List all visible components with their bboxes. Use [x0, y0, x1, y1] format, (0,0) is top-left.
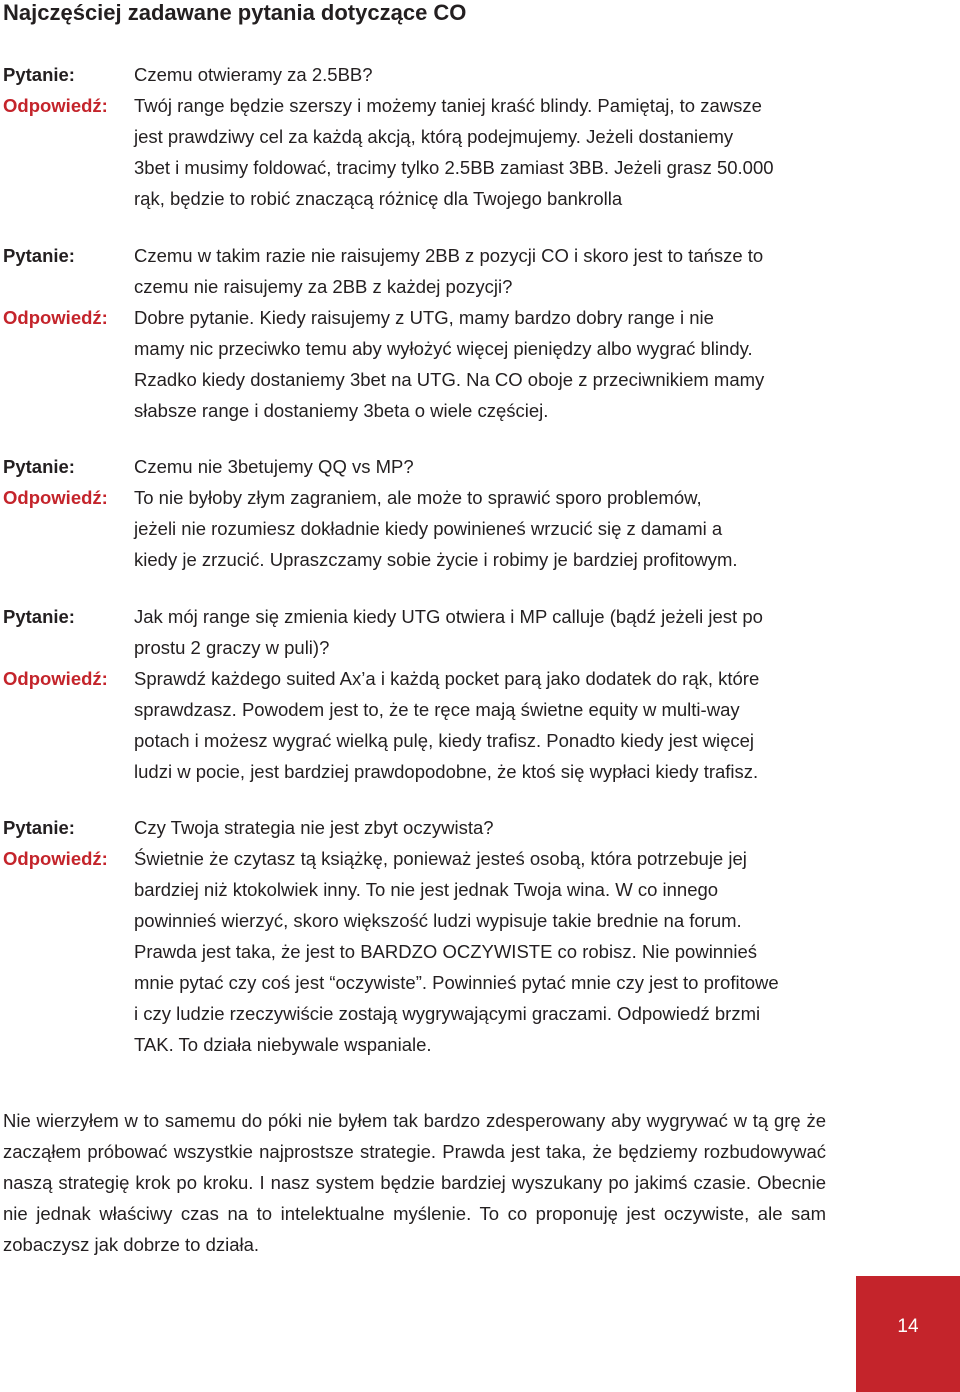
question-row — [3, 812, 953, 843]
answer-text: Świetnie że czytasz tą książkę, ponieważ jesteś osobą, która potrzebuje jej bardziej niż ktokolwiek inny. To nie jest jednak Twoja wina. W co innego powinnieś wierzyć, skoro większość ludzi wypisuje takie brednie na forum. Prawda jest taka, że jest to BARDZO OCZYWISTE co robisz. Nie powinnieś mnie pytać czy coś jest “oczywiste”. Powinnieś pytać mnie czy jest to profitowe i czy ludzie rzeczywiście zostają wygrywającymi graczami. Odpowiedź brzmi TAK. To działa niebywale wspaniale. — [134, 848, 779, 1055]
answer-text: To nie byłoby złym zagraniem, ale może to sprawić sporo problemów, jeżeli nie rozumiesz dokładnie kiedy powinieneś wrzucić się z damami a kiedy je zrzucić. Upraszczamy sobie życie i robimy je bardziej profitowym. — [134, 487, 738, 570]
closing-paragraph: Nie wierzyłem w to samemu do póki nie byłem tak bardzo zdesperowany aby wygrywać w tą grę że zacząłem próbować wszystkie najprostsze strategie. Prawda jest taka, że będziemy rozbudowywać naszą strategię krok po kroku. I nasz system będzie bardziej wyszukany po jakimś czasie. Obecnie nie jednak właściwy czas na to intelektualne myślenie. To co proponuję jest oczywiste, ale sam zobaczysz jak dobrze to działa. — [3, 1109, 826, 1255]
answer-row — [3, 663, 953, 787]
question-text: Czemu otwieramy za 2.5BB? — [134, 64, 373, 85]
question-label: Pytanie: — [3, 64, 75, 85]
page-number-box — [856, 1276, 960, 1392]
question-text: Czemu w takim razie nie raisujemy 2BB z pozycji CO i skoro jest to tańsze to czemu nie raisujemy za 2BB z każdej pozycji? — [134, 245, 764, 297]
answer-row — [3, 90, 953, 214]
answer-text: Twój range będzie szerszy i możemy taniej kraść blindy. Pamiętaj, to zawsze jest prawdziwy cel za każdą akcją, którą podejmujemy. Jeżeli dostaniemy 3bet i musimy foldować, tracimy tylko 2.5BB zamiast 3BB. Jeżeli grasz 50.000 rąk, będzie to robić znaczącą różnicę dla Twojego bankrolla — [134, 95, 774, 209]
question-text: Czemu nie 3betujemy QQ vs MP? — [134, 456, 414, 477]
question-text: Jak mój range się zmienia kiedy UTG otwiera i MP calluje (bądź jeżeli jest po prostu 2 graczy w puli)? — [134, 606, 763, 658]
answer-label: Odpowiedź: — [3, 668, 108, 689]
question-label: Pytanie: — [3, 606, 75, 627]
answer-text: Sprawdź każdego suited Ax’a i każdą pocket parą jako dodatek do rąk, które sprawdzasz. Powodem jest to, że te ręce mają świetne equity w multi-way potach i możesz wygrać wielką pulę, kiedy trafisz. Ponadto kiedy jest więcej ludzi w pocie, jest bardziej prawdopodobne, że ktoś się wypłaci kiedy trafisz. — [134, 668, 760, 782]
answer-label: Odpowiedź: — [3, 95, 108, 116]
question-label: Pytanie: — [3, 817, 75, 838]
faq-item-2 — [3, 240, 953, 426]
answer-label: Odpowiedź: — [3, 848, 108, 869]
answer-label: Odpowiedź: — [3, 487, 108, 508]
faq-item-5 — [3, 812, 953, 1060]
faq-item-1 — [3, 59, 953, 214]
question-row — [3, 451, 953, 482]
answer-row — [3, 843, 953, 1060]
answer-text: Dobre pytanie. Kiedy raisujemy z UTG, mamy bardzo dobry range i nie mamy nic przeciwko temu aby wyłożyć więcej pieniędzy albo wygrać blindy. Rzadko kiedy dostaniemy 3bet na UTG. Na CO oboje z przeciwnikiem mamy słabsze range i dostaniemy 3beta o wiele częściej. — [134, 307, 765, 421]
answer-row — [3, 302, 953, 426]
question-row — [3, 601, 953, 663]
answer-label: Odpowiedź: — [3, 307, 108, 328]
question-row — [3, 59, 953, 90]
question-label: Pytanie: — [3, 456, 75, 477]
question-text: Czy Twoja strategia nie jest zbyt oczywista? — [134, 817, 494, 838]
page-title: Najczęściej zadawane pytania dotyczące CO — [3, 0, 467, 25]
answer-row — [3, 482, 953, 575]
page-number: 14 — [897, 1316, 919, 1337]
faq-item-3 — [3, 451, 953, 575]
question-label: Pytanie: — [3, 245, 75, 266]
faq-item-4 — [3, 601, 953, 787]
question-row — [3, 240, 953, 302]
